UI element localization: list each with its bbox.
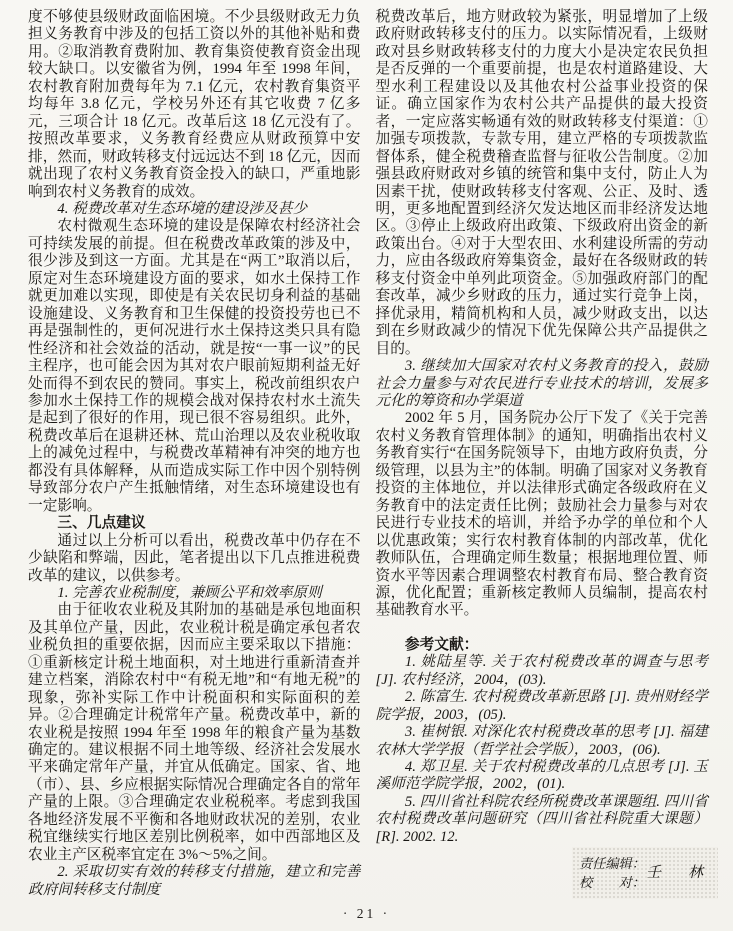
- right-column: [376, 9, 709, 899]
- two-column-layout: [28, 9, 708, 899]
- section-heading-eco: 4. 税费改革对生态环境的建设涉及甚少: [57, 200, 308, 217]
- editor-labels: [579, 854, 645, 892]
- paragraph-eco-environment: 农村微观生态环境的建设是保障农村经济社会可持续发展的前提。但在税费改革政策的涉及中，很少涉及到这一方面。尤其是在“两工”取消以后，原定对生态环境建设方面的要求，如水土保持工作就更加难以实现，即使是有关农民切身利益的基础设施建设、义务教育和卫生保健的投资投劳也已不再是强制性的，更何况进行水土保持这类只具有隐性经济和社会效益的活动，就是按“一事一议”的民主程序，也可能会因为其对农户眼前短期利益无好处而得不到农民的赞同。事实上，税改前组织农户参加水土保持工作的规模会战对保持农村水土流失是起到了很好的作用，现已很不容易组织。此外，税费改革后在退耕还林、荒山治理以及农业税收取上的减免过程中，与税费改革精神有冲突的地方也都没有具体解释，从而造成实际工作中因个别特例导致部分农户产生抵触情绪，对生态环境建设也有一定影响。: [28, 218, 361, 514]
- reference-item-4: 4. 郑卫星. 关于农村税费改革的几点思考 [J]. 玉溪师范学院学报，2002，(01).: [375, 759, 708, 793]
- paragraph-suggestions-intro: 通过以上分析可以看出，税费改革中仍存在不少缺陷和弊端，因此，笔者提出以下几点推进税费改革的建议，以供参考。: [28, 532, 361, 584]
- paragraph-agricultural-tax: 由于征收农业税及其附加的基础是承包地面积及其单位产量，因此，农业税计税是确定承包者农业税负担的重要依据，因而应主要采取以下措施：①重新核定计税土地面积，对土地进行重新清查并建立档案，消除农村中“有税无地”和“有地无税”的现象，弥补实际工作中计税面积和实际面积的差异。②合理确定计税常年产量。税费改革中，新的农业税是按照 1994 年至 1998 年的粮食产量为基数确定的。建议根据不同土地等级、经济社会发展水平来确定常年产量，并宜从低确定。国家、省、地（市）、县、乡应根据实际情况合理确定各自的常年产量的上限。③合理确定农业税税率。考虑到我国各地经济发展不平衡和各地财政状况的差别，农业税宜继续实行地区差别比例税率，如中西部地区及农业主产区税率宜定在 3%～5%之间。: [28, 602, 361, 863]
- reference-item-3: 3. 崔树银. 对深化农村税费改革的思考 [J]. 福建农林大学学报（哲学社会学版），2003，(06).: [375, 724, 708, 758]
- page-number: · 21 ·: [342, 906, 391, 921]
- subsection-heading-1: 1. 完善农业税制度，兼顾公平和效率原则: [57, 584, 322, 601]
- proofreader-label: 校 对：: [579, 875, 645, 890]
- section-heading-suggestions: 三、几点建议: [57, 515, 146, 532]
- subsection-heading-3: 3. 继续加大国家对农村义务教育的投入，鼓励社会力量参与对农民进行专业技术的培训，发展多元化的筹资和办学渠道: [375, 358, 708, 409]
- reference-item-5: 5. 四川省社科院农经所税费改革课题组. 四川省农村税费改革问题研究（四川省社科院重大课题）[R]. 2002. 12.: [375, 793, 708, 845]
- reference-item-1: 1. 姚陆星等. 关于农村税费改革的调查与思考 [J]. 农村经济，2004，(03).: [375, 654, 708, 688]
- editor-name: 壬 林: [645, 864, 709, 881]
- responsible-editor-label: 责任编辑：: [579, 856, 645, 871]
- references-heading: 参考文献：: [404, 636, 479, 653]
- left-column: [28, 9, 361, 899]
- editor-credits-box: [572, 847, 718, 899]
- subsection-heading-2: 2. 采取切实有效的转移支付措施，建立和完善政府间转移支付制度: [28, 864, 361, 898]
- paragraph-transfer-payment: 税费改革后，地方财政较为紧张，明显增加了上级政府财政转移支付的压力。以实际情况看，上级财政对县乡财政转移支付的力度大小是决定农民负担是否反弹的一个重要前提，也是农村道路建设、大型水利工程建设以及其他农村公益事业投资的保证。确立国家作为农村公共产品提供的最大投资者，一定应落实畅通有效的财政转移支付渠道：①加强专项拨款，专款专用，建立严格的专项拨款监督体系，健全税费稽查监督与征收公告制度。②加强县政府财政对乡镇的统管和集中支付，防止人为因素干扰，使财政转移支付客观、公正、及时、透明，更多地配置到经济欠发达地区而非经济发达地区。③停止上级政府出政策、下级政府出资金的新政策出台。④对于大型农田、水利建设所需的劳动力，应由各级政府筹集资金，最好在各级财政的转移支付资金中单列此项资金。⑤加强政府部门的配套改革，减少乡财政的压力，通过实行竞争上岗，择优录用，精简机构和人员，减少财政支出，以达到在乡财政减少的情况下优先保障公共产品提供之目的。: [375, 9, 708, 357]
- reference-item-2: 2. 陈富生. 农村税费改革新思路 [J]. 贵州财经学院学报，2003，(05).: [375, 689, 708, 723]
- paragraph-education-policy: 2002 年 5 月，国务院办公厅下发了《关于完善农村义务教育管理体制》的通知，明确指出农村义务教育实行“在国务院领导下，由地方政府负责，分级管理，以县为主”的体制。明确了国家对义务教育投资的主体地位，并以法律形式确定各级政府在义务教育中的法定责任比例；鼓励社会力量参与对农民进行专业技术的培训，并给予办学的单位和个人以优惠政策；实行农村教育体制的内部改革，优化教师队伍，合理确定师生数量；根据地理位置、师资水平等因素合理调整农村教育布局、整合教育资源，优化配置；重新核定教师人员编制，提高农村基础教育水平。: [375, 410, 708, 619]
- paragraph-education-funding: 度不够使县级财政面临困境。不少县级财政无力负担义务教育中涉及的包括工资以外的其他补贴和费用。②取消教育费附加、教育集资使教育资金出现较大缺口。以安徽省为例，1994 年至 1998 年间，农村教育附加费每年为 7.1 亿元，农村教育集资平均每年 3.8 亿元，学校另外还有其它收费 7 亿多元，三项合计 18 亿元。改革后这 18 亿元没有了。按照改革要求，义务教育经费应从财政预算中安排，然而，财政转移支付远远达不到 18 亿元，因而就出现了农村义务教育资金投入的缺口，严重地影响到农村义务教育的成效。: [28, 9, 361, 200]
